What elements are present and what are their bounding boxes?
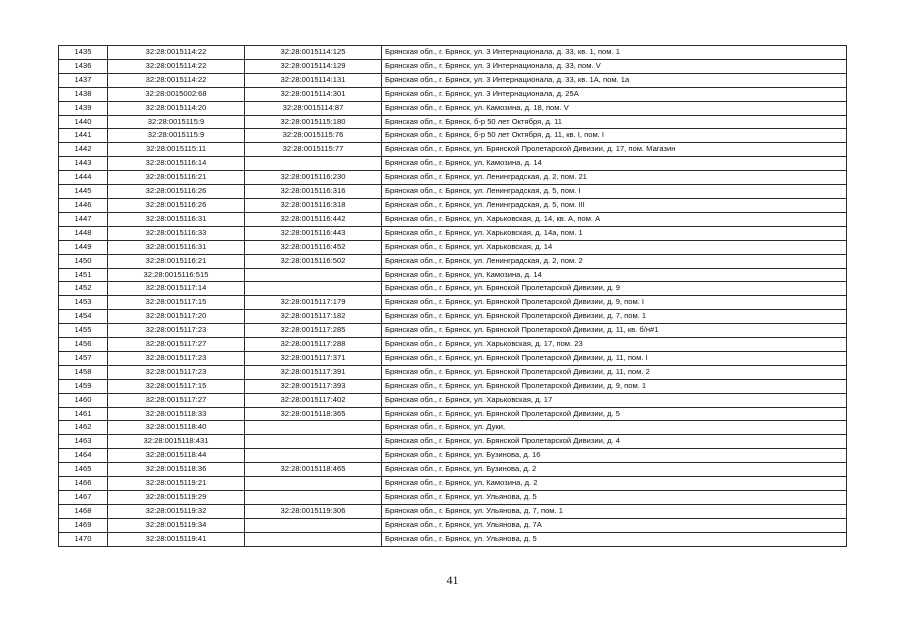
- object-cadastral-number-cell: 32:28:0015115:76: [245, 129, 382, 143]
- object-cadastral-number-cell: 32:28:0015114:87: [245, 101, 382, 115]
- row-number-cell: 1435: [59, 46, 108, 60]
- address-cell: Брянская обл., г. Брянск, ул. Ленинградская, д. 2, пом. 21: [382, 171, 847, 185]
- object-cadastral-number-cell: 32:28:0015117:288: [245, 338, 382, 352]
- cadastral-number-cell: 32:28:0015114:22: [108, 46, 245, 60]
- object-cadastral-number-cell: [245, 282, 382, 296]
- row-number-cell: 1456: [59, 338, 108, 352]
- row-number-cell: 1451: [59, 268, 108, 282]
- object-cadastral-number-cell: 32:28:0015115:77: [245, 143, 382, 157]
- cadastral-number-cell: 32:28:0015115:11: [108, 143, 245, 157]
- object-cadastral-number-cell: 32:28:0015114:129: [245, 59, 382, 73]
- table-row: [59, 226, 847, 240]
- address-cell: Брянская обл., г. Брянск, б-р 50 лет Октября, д. 11, кв. I, пом. I: [382, 129, 847, 143]
- row-number-cell: 1436: [59, 59, 108, 73]
- table-row: [59, 310, 847, 324]
- address-cell: Брянская обл., г. Брянск, ул. Ленинградская, д. 2, пом. 2: [382, 254, 847, 268]
- address-cell: Брянская обл., г. Брянск, ул. Брянской Пролетарской Дивизии, д. 11, пом. 2: [382, 365, 847, 379]
- object-cadastral-number-cell: 32:28:0015118:465: [245, 463, 382, 477]
- object-cadastral-number-cell: 32:28:0015116:230: [245, 171, 382, 185]
- table-row: [59, 477, 847, 491]
- registry-table-body: [59, 46, 847, 547]
- table-row: [59, 435, 847, 449]
- table-row: [59, 46, 847, 60]
- cadastral-number-cell: 32:28:0015119:34: [108, 518, 245, 532]
- row-number-cell: 1466: [59, 477, 108, 491]
- table-row: [59, 324, 847, 338]
- cadastral-number-cell: 32:28:0015117:15: [108, 296, 245, 310]
- object-cadastral-number-cell: 32:28:0015117:285: [245, 324, 382, 338]
- object-cadastral-number-cell: 32:28:0015117:402: [245, 393, 382, 407]
- cadastral-number-cell: 32:28:0015117:23: [108, 351, 245, 365]
- address-cell: Брянская обл., г. Брянск, ул. Брянской Пролетарской Дивизии, д. 17, пом. Магазин: [382, 143, 847, 157]
- address-cell: Брянская обл., г. Брянск, ул. Брянской Пролетарской Дивизии, д. 11, пом. I: [382, 351, 847, 365]
- address-cell: Брянская обл., г. Брянск, ул. Камозина, д. 14: [382, 157, 847, 171]
- cadastral-number-cell: 32:28:0015117:23: [108, 365, 245, 379]
- row-number-cell: 1449: [59, 240, 108, 254]
- row-number-cell: 1458: [59, 365, 108, 379]
- address-cell: Брянская обл., г. Брянск, ул. Харьковская, д. 17: [382, 393, 847, 407]
- row-number-cell: 1440: [59, 115, 108, 129]
- cadastral-number-cell: 32:28:0015116:515: [108, 268, 245, 282]
- address-cell: Брянская обл., г. Брянск, ул. Ленинградская, д. 5, пом. III: [382, 198, 847, 212]
- registry-table: [58, 45, 847, 547]
- row-number-cell: 1461: [59, 407, 108, 421]
- object-cadastral-number-cell: [245, 518, 382, 532]
- object-cadastral-number-cell: [245, 477, 382, 491]
- row-number-cell: 1443: [59, 157, 108, 171]
- table-row: [59, 449, 847, 463]
- row-number-cell: 1439: [59, 101, 108, 115]
- address-cell: Брянская обл., г. Брянск, ул. Брянской Пролетарской Дивизии, д. 7, пом. 1: [382, 310, 847, 324]
- address-cell: Брянская обл., г. Брянск, ул. Камозина, д. 2: [382, 477, 847, 491]
- address-cell: Брянская обл., г. Брянск, ул. Брянской Пролетарской Дивизии, д. 11, кв. б/н#1: [382, 324, 847, 338]
- table-row: [59, 59, 847, 73]
- address-cell: Брянская обл., г. Брянск, ул. Ульянова, д. 7А: [382, 518, 847, 532]
- table-row: [59, 282, 847, 296]
- object-cadastral-number-cell: 32:28:0015117:371: [245, 351, 382, 365]
- cadastral-number-cell: 32:28:0015118:33: [108, 407, 245, 421]
- cadastral-number-cell: 32:28:0015002:68: [108, 87, 245, 101]
- table-row: [59, 393, 847, 407]
- address-cell: Брянская обл., г. Брянск, ул. Брянской Пролетарской Дивизии, д. 9, пом. 1: [382, 379, 847, 393]
- table-row: [59, 296, 847, 310]
- object-cadastral-number-cell: 32:28:0015117:393: [245, 379, 382, 393]
- table-row: [59, 73, 847, 87]
- cadastral-number-cell: 32:28:0015119:21: [108, 477, 245, 491]
- table-row: [59, 254, 847, 268]
- cadastral-number-cell: 32:28:0015119:29: [108, 491, 245, 505]
- row-number-cell: 1457: [59, 351, 108, 365]
- address-cell: Брянская обл., г. Брянск, ул. Харьковская, д. 14а, пом. 1: [382, 226, 847, 240]
- object-cadastral-number-cell: [245, 532, 382, 546]
- cadastral-number-cell: 32:28:0015116:26: [108, 198, 245, 212]
- cadastral-number-cell: 32:28:0015119:32: [108, 504, 245, 518]
- object-cadastral-number-cell: 32:28:0015117:182: [245, 310, 382, 324]
- address-cell: Брянская обл., г. Брянск, ул. Брянской Пролетарской Дивизии, д. 9: [382, 282, 847, 296]
- address-cell: Брянская обл., г. Брянск, ул. 3 Интернационала, д. 33, кв. 1А, пом. 1а: [382, 73, 847, 87]
- cadastral-number-cell: 32:28:0015115:9: [108, 115, 245, 129]
- cadastral-number-cell: 32:28:0015114:22: [108, 59, 245, 73]
- cadastral-number-cell: 32:28:0015115:9: [108, 129, 245, 143]
- address-cell: Брянская обл., г. Брянск, ул. Дуки,: [382, 421, 847, 435]
- row-number-cell: 1454: [59, 310, 108, 324]
- object-cadastral-number-cell: 32:28:0015114:125: [245, 46, 382, 60]
- cadastral-number-cell: 32:28:0015119:41: [108, 532, 245, 546]
- table-row: [59, 185, 847, 199]
- object-cadastral-number-cell: [245, 491, 382, 505]
- row-number-cell: 1450: [59, 254, 108, 268]
- address-cell: Брянская обл., г. Брянск, ул. Ульянова, д. 7, пом. 1: [382, 504, 847, 518]
- address-cell: Брянская обл., г. Брянск, ул. Брянской Пролетарской Дивизии, д. 5: [382, 407, 847, 421]
- table-row: [59, 518, 847, 532]
- table-row: [59, 379, 847, 393]
- cadastral-number-cell: 32:28:0015117:20: [108, 310, 245, 324]
- cadastral-number-cell: 32:28:0015114:20: [108, 101, 245, 115]
- object-cadastral-number-cell: [245, 421, 382, 435]
- row-number-cell: 1447: [59, 212, 108, 226]
- cadastral-number-cell: 32:28:0015114:22: [108, 73, 245, 87]
- table-row: [59, 421, 847, 435]
- cadastral-number-cell: 32:28:0015118:40: [108, 421, 245, 435]
- cadastral-number-cell: 32:28:0015117:27: [108, 393, 245, 407]
- address-cell: Брянская обл., г. Брянск, ул. Бузинова, д. 16: [382, 449, 847, 463]
- address-cell: Брянская обл., г. Брянск, ул. 3 Интернационала, д. 25А: [382, 87, 847, 101]
- cadastral-number-cell: 32:28:0015118:431: [108, 435, 245, 449]
- table-row: [59, 365, 847, 379]
- row-number-cell: 1464: [59, 449, 108, 463]
- address-cell: Брянская обл., г. Брянск, ул. Камозина, д. 18, пом. V: [382, 101, 847, 115]
- cadastral-number-cell: 32:28:0015117:27: [108, 338, 245, 352]
- table-row: [59, 198, 847, 212]
- object-cadastral-number-cell: [245, 268, 382, 282]
- table-row: [59, 129, 847, 143]
- cadastral-number-cell: 32:28:0015116:21: [108, 254, 245, 268]
- cadastral-number-cell: 32:28:0015116:33: [108, 226, 245, 240]
- cadastral-number-cell: 32:28:0015118:36: [108, 463, 245, 477]
- address-cell: Брянская обл., г. Брянск, ул. Харьковская, д. 17, пом. 23: [382, 338, 847, 352]
- row-number-cell: 1444: [59, 171, 108, 185]
- row-number-cell: 1448: [59, 226, 108, 240]
- address-cell: Брянская обл., г. Брянск, ул. Брянской Пролетарской Дивизии, д. 9, пом. I: [382, 296, 847, 310]
- cadastral-number-cell: 32:28:0015117:15: [108, 379, 245, 393]
- table-row: [59, 338, 847, 352]
- address-cell: Брянская обл., г. Брянск, ул. Харьковская, д. 14: [382, 240, 847, 254]
- cadastral-number-cell: 32:28:0015116:31: [108, 212, 245, 226]
- cadastral-number-cell: 32:28:0015117:23: [108, 324, 245, 338]
- table-row: [59, 240, 847, 254]
- row-number-cell: 1441: [59, 129, 108, 143]
- table-row: [59, 351, 847, 365]
- cadastral-number-cell: 32:28:0015116:26: [108, 185, 245, 199]
- object-cadastral-number-cell: 32:28:0015117:391: [245, 365, 382, 379]
- object-cadastral-number-cell: 32:28:0015116:442: [245, 212, 382, 226]
- address-cell: Брянская обл., г. Брянск, б-р 50 лет Октября, д. 11: [382, 115, 847, 129]
- table-row: [59, 532, 847, 546]
- row-number-cell: 1445: [59, 185, 108, 199]
- table-row: [59, 212, 847, 226]
- object-cadastral-number-cell: 32:28:0015116:318: [245, 198, 382, 212]
- row-number-cell: 1453: [59, 296, 108, 310]
- row-number-cell: 1455: [59, 324, 108, 338]
- object-cadastral-number-cell: 32:28:0015116:502: [245, 254, 382, 268]
- table-row: [59, 115, 847, 129]
- row-number-cell: 1462: [59, 421, 108, 435]
- row-number-cell: 1442: [59, 143, 108, 157]
- object-cadastral-number-cell: 32:28:0015119:306: [245, 504, 382, 518]
- cadastral-number-cell: 32:28:0015116:14: [108, 157, 245, 171]
- cadastral-number-cell: 32:28:0015116:21: [108, 171, 245, 185]
- row-number-cell: 1465: [59, 463, 108, 477]
- object-cadastral-number-cell: 32:28:0015116:452: [245, 240, 382, 254]
- row-number-cell: 1467: [59, 491, 108, 505]
- table-row: [59, 407, 847, 421]
- object-cadastral-number-cell: [245, 449, 382, 463]
- address-cell: Брянская обл., г. Брянск, ул. Ульянова, д. 5: [382, 491, 847, 505]
- address-cell: Брянская обл., г. Брянск, ул. Бузинова, д. 2: [382, 463, 847, 477]
- cadastral-number-cell: 32:28:0015118:44: [108, 449, 245, 463]
- object-cadastral-number-cell: 32:28:0015115:180: [245, 115, 382, 129]
- object-cadastral-number-cell: 32:28:0015116:443: [245, 226, 382, 240]
- address-cell: Брянская обл., г. Брянск, ул. Камозина, д. 14: [382, 268, 847, 282]
- table-row: [59, 463, 847, 477]
- row-number-cell: 1463: [59, 435, 108, 449]
- address-cell: Брянская обл., г. Брянск, ул. 3 Интернационала, д. 33, кв. 1, пом. 1: [382, 46, 847, 60]
- row-number-cell: 1438: [59, 87, 108, 101]
- cadastral-number-cell: 32:28:0015116:31: [108, 240, 245, 254]
- row-number-cell: 1452: [59, 282, 108, 296]
- cadastral-number-cell: 32:28:0015117:14: [108, 282, 245, 296]
- table-row: [59, 87, 847, 101]
- row-number-cell: 1469: [59, 518, 108, 532]
- table-row: [59, 171, 847, 185]
- table-row: [59, 143, 847, 157]
- object-cadastral-number-cell: [245, 435, 382, 449]
- object-cadastral-number-cell: [245, 157, 382, 171]
- row-number-cell: 1446: [59, 198, 108, 212]
- object-cadastral-number-cell: 32:28:0015117:179: [245, 296, 382, 310]
- address-cell: Брянская обл., г. Брянск, ул. Брянской Пролетарской Дивизии, д. 4: [382, 435, 847, 449]
- row-number-cell: 1468: [59, 504, 108, 518]
- object-cadastral-number-cell: 32:28:0015116:316: [245, 185, 382, 199]
- address-cell: Брянская обл., г. Брянск, ул. 3 Интернационала, д. 33, пом. V: [382, 59, 847, 73]
- table-row: [59, 101, 847, 115]
- table-row: [59, 268, 847, 282]
- row-number-cell: 1459: [59, 379, 108, 393]
- table-row: [59, 157, 847, 171]
- row-number-cell: 1470: [59, 532, 108, 546]
- page-number: 41: [446, 573, 459, 587]
- address-cell: Брянская обл., г. Брянск, ул. Харьковская, д. 14, кв. А, пом. А: [382, 212, 847, 226]
- table-row: [59, 504, 847, 518]
- address-cell: Брянская обл., г. Брянск, ул. Ульянова, д. 5: [382, 532, 847, 546]
- row-number-cell: 1460: [59, 393, 108, 407]
- address-cell: Брянская обл., г. Брянск, ул. Ленинградская, д. 5, пом. I: [382, 185, 847, 199]
- row-number-cell: 1437: [59, 73, 108, 87]
- table-row: [59, 491, 847, 505]
- object-cadastral-number-cell: 32:28:0015118:365: [245, 407, 382, 421]
- object-cadastral-number-cell: 32:28:0015114:301: [245, 87, 382, 101]
- object-cadastral-number-cell: 32:28:0015114:131: [245, 73, 382, 87]
